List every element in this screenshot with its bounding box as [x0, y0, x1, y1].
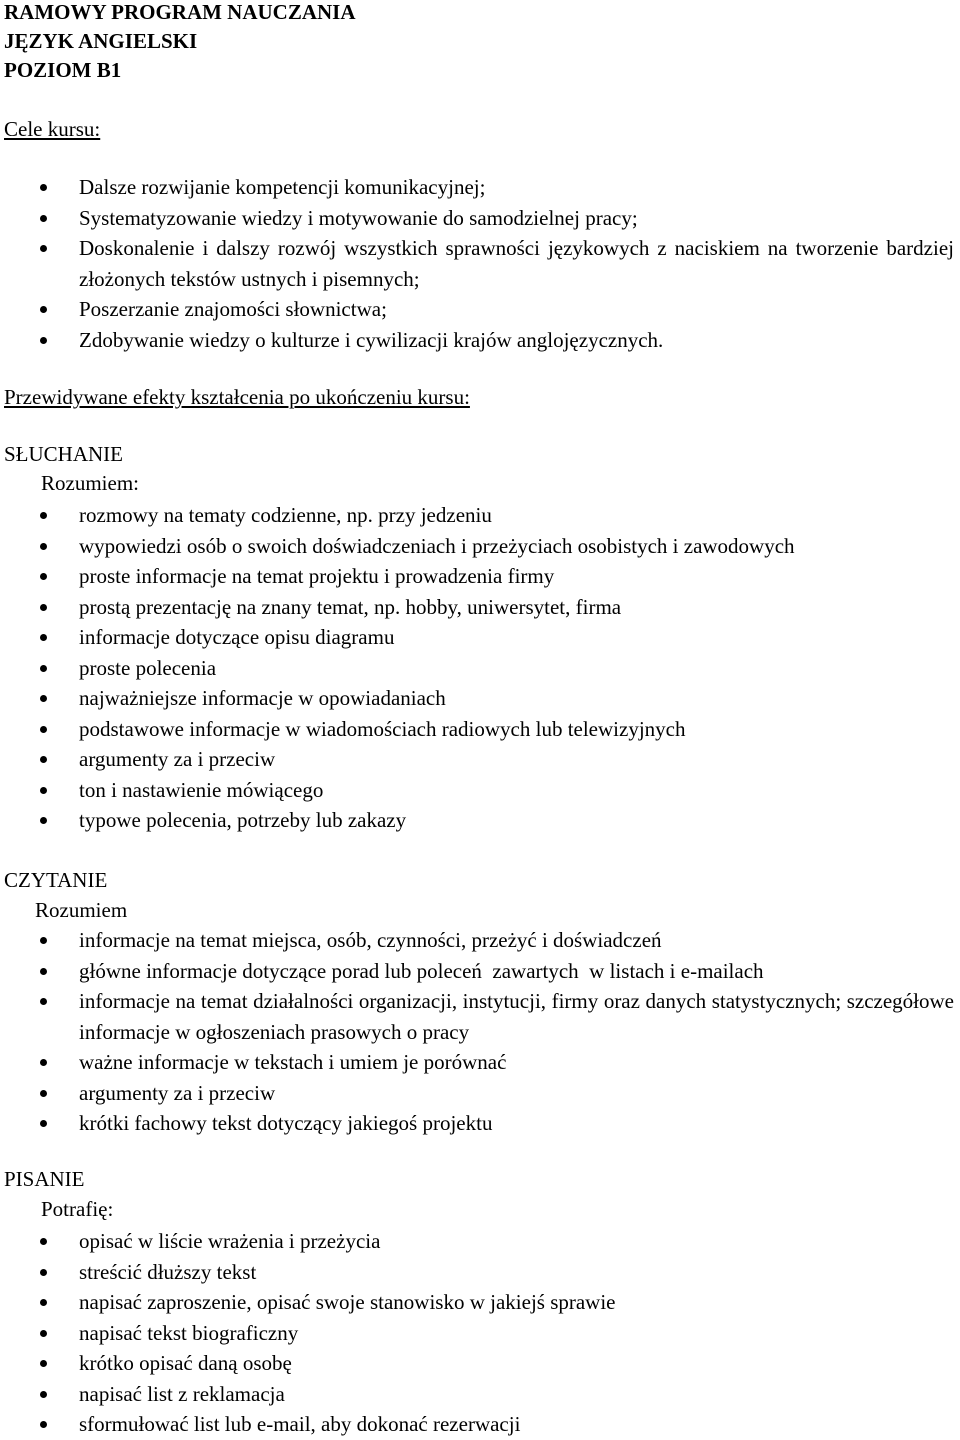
reading-label: Rozumiem [35, 898, 128, 922]
bullet-icon [40, 756, 47, 763]
listening-list [0, 500, 958, 836]
bullet-icon [40, 512, 47, 519]
outcomes-heading: Przewidywane efekty kształcenia po ukończeniu kursu: [4, 385, 470, 409]
bullet-icon [40, 573, 47, 580]
bullet-icon [40, 604, 47, 611]
bullet-icon [40, 1120, 47, 1127]
bullet-icon [40, 1391, 47, 1398]
bullet-icon [40, 1299, 47, 1306]
title-line-1: RAMOWY PROGRAM NAUCZANIA [4, 0, 356, 24]
list-item: informacje na temat działalności organizacji, instytucji, firmy oraz danych statystycznych; szczegółowe informacje w ogłoszeniach prasowych o pracy [0, 986, 958, 1047]
list-item: napisać list z reklamacja [0, 1379, 958, 1410]
bullet-icon [40, 184, 47, 191]
list-item: proste polecenia [0, 653, 958, 684]
list-item: opisać w liście wrażenia i przeżycia [0, 1226, 958, 1257]
bullet-icon [40, 937, 47, 944]
list-item: Poszerzanie znajomości słownictwa; [0, 294, 958, 325]
bullet-icon [40, 998, 47, 1005]
list-item: rozmowy na tematy codzienne, np. przy jedzeniu [0, 500, 958, 531]
list-item: napisać tekst biograficzny [0, 1318, 958, 1349]
list-item: argumenty za i przeciw [0, 1078, 958, 1109]
list-item: krótki fachowy tekst dotyczący jakiegoś projektu [0, 1108, 958, 1139]
bullet-icon [40, 817, 47, 824]
list-item: Zdobywanie wiedzy o kulturze i cywilizacji krajów anglojęzycznych. [0, 325, 958, 356]
title-line-3: POZIOM B1 [4, 58, 122, 82]
list-item: Systematyzowanie wiedzy i motywowanie do samodzielnej pracy; [0, 203, 958, 234]
goals-heading: Cele kursu: [4, 117, 101, 141]
list-item: informacje dotyczące opisu diagramu [0, 622, 958, 653]
bullet-icon [40, 306, 47, 313]
list-item: najważniejsze informacje w opowiadaniach [0, 683, 958, 714]
bullet-icon [40, 543, 47, 550]
bullet-icon [40, 726, 47, 733]
listening-label: Rozumiem: [41, 471, 139, 495]
listening-title: SŁUCHANIE [4, 442, 123, 466]
list-item: Dalsze rozwijanie kompetencji komunikacyjnej; [0, 172, 958, 203]
bullet-icon [40, 634, 47, 641]
bullet-icon [40, 337, 47, 344]
writing-title: PISANIE [4, 1167, 85, 1191]
bullet-icon [40, 1090, 47, 1097]
bullet-icon [40, 215, 47, 222]
document-title [4, 0, 356, 85]
list-item: prostą prezentację na znany temat, np. hobby, uniwersytet, firma [0, 592, 958, 623]
bullet-icon [40, 1238, 47, 1245]
reading-title: CZYTANIE [4, 868, 108, 892]
reading-list [0, 925, 958, 1139]
bullet-icon [40, 1269, 47, 1276]
writing-label: Potrafię: [41, 1197, 114, 1221]
title-line-2: JĘZYK ANGIELSKI [4, 29, 198, 53]
list-item: informacje na temat miejsca, osób, czynności, przeżyć i doświadczeń [0, 925, 958, 956]
bullet-icon [40, 245, 47, 252]
list-item: sformułować list lub e-mail, aby dokonać rezerwacji [0, 1409, 958, 1440]
bullet-icon [40, 1360, 47, 1367]
list-item: streścić dłuższy tekst [0, 1257, 958, 1288]
bullet-icon [40, 787, 47, 794]
list-item: krótko opisać daną osobę [0, 1348, 958, 1379]
bullet-icon [40, 695, 47, 702]
list-item: ton i nastawienie mówiącego [0, 775, 958, 806]
list-item: podstawowe informacje w wiadomościach radiowych lub telewizyjnych [0, 714, 958, 745]
bullet-icon [40, 1059, 47, 1066]
bullet-icon [40, 1421, 47, 1428]
list-item: główne informacje dotyczące porad lub poleceń zawartych w listach i e-mailach [0, 956, 958, 987]
bullet-icon [40, 1330, 47, 1337]
list-item: wypowiedzi osób o swoich doświadczeniach i przeżyciach osobistych i zawodowych [0, 531, 958, 562]
list-item: argumenty za i przeciw [0, 744, 958, 775]
goals-list [0, 172, 958, 355]
list-item: napisać zaproszenie, opisać swoje stanowisko w jakiejś sprawie [0, 1287, 958, 1318]
list-item: typowe polecenia, potrzeby lub zakazy [0, 805, 958, 836]
list-item: proste informacje na temat projektu i prowadzenia firmy [0, 561, 958, 592]
bullet-icon [40, 968, 47, 975]
list-item: Doskonalenie i dalszy rozwój wszystkich sprawności językowych z naciskiem na tworzenie bardziej złożonych tekstów ustnych i pisemnych; [0, 233, 958, 294]
writing-list [0, 1226, 958, 1440]
bullet-icon [40, 665, 47, 672]
list-item: ważne informacje w tekstach i umiem je porównać [0, 1047, 958, 1078]
